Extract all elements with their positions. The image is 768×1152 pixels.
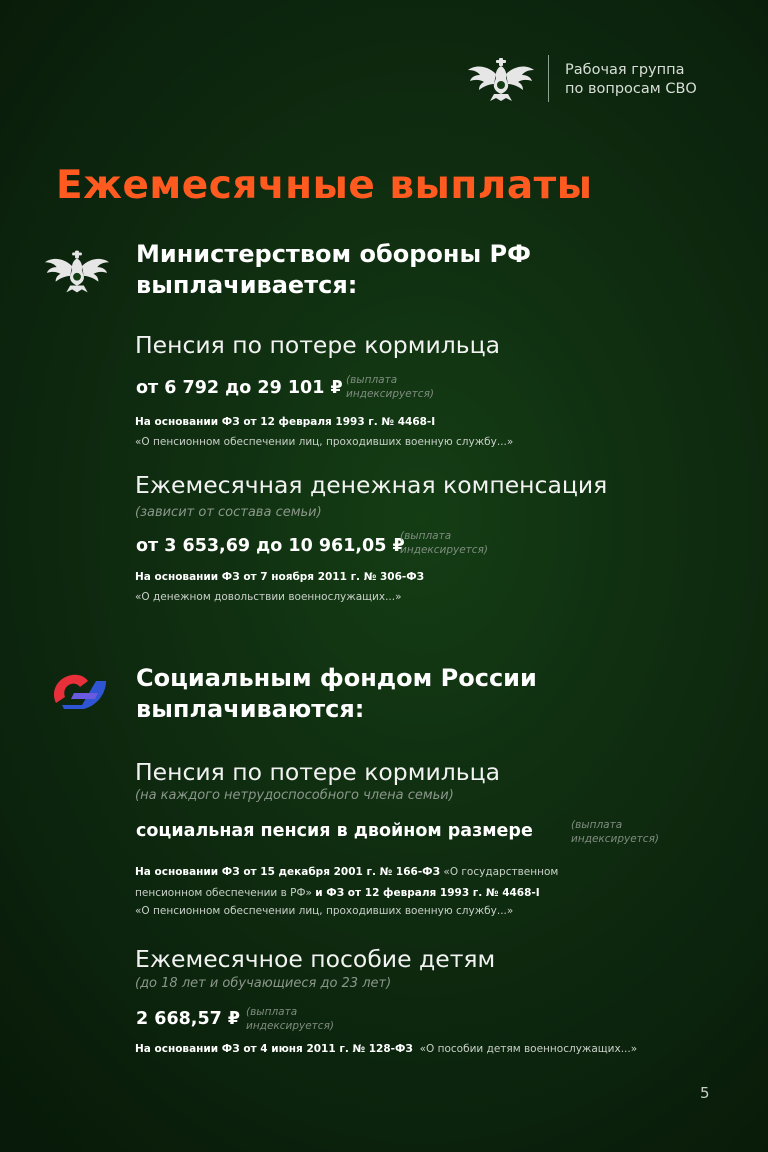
indexation-note-line2: индексируется) bbox=[346, 388, 434, 400]
payment-amount: от 6 792 до 29 101 ₽ bbox=[136, 378, 343, 398]
header-title-line2: по вопросам СВО bbox=[565, 81, 697, 97]
legal-basis bbox=[135, 862, 558, 918]
page-title: Ежемесячные выплаты bbox=[56, 163, 593, 208]
indexation-note-line1: (выплата bbox=[400, 530, 452, 542]
indexation-note bbox=[346, 373, 434, 401]
law-title: «О пособии детям военнослужащих...» bbox=[419, 1043, 638, 1055]
legal-basis bbox=[135, 412, 513, 452]
item-title: Пенсия по потере кормильца bbox=[135, 758, 500, 786]
law-title: «О государственном bbox=[443, 866, 559, 878]
indexation-note-line1: (выплата bbox=[346, 374, 398, 386]
section-heading-mod bbox=[136, 239, 531, 301]
indexation-note bbox=[400, 529, 488, 557]
law-reference: На основании ФЗ от 12 февраля 1993 г. № 4468-I bbox=[135, 416, 436, 428]
law-reference: и ФЗ от 12 февраля 1993 г. № 4468-I bbox=[315, 887, 540, 899]
item-title: Ежемесячная денежная компенсация bbox=[135, 471, 608, 499]
header-title-line1: Рабочая группа bbox=[565, 62, 685, 78]
page-number: 5 bbox=[700, 1084, 710, 1102]
legal-basis bbox=[135, 1039, 637, 1059]
indexation-note-line2: индексируется) bbox=[571, 833, 659, 845]
indexation-note bbox=[246, 1005, 334, 1033]
social-fund-logo-icon bbox=[52, 667, 110, 715]
indexation-note-line2: индексируется) bbox=[400, 544, 488, 556]
law-title: «О денежном довольствии военнослужащих...» bbox=[135, 591, 402, 603]
eagle-emblem-icon bbox=[466, 54, 536, 102]
header-divider bbox=[548, 55, 549, 102]
law-reference: На основании ФЗ от 7 ноября 2011 г. № 306-ФЗ bbox=[135, 571, 425, 583]
item-title: Пенсия по потере кормильца bbox=[135, 331, 500, 359]
law-title-cont: пенсионном обеспечении в РФ» bbox=[135, 887, 312, 899]
law-title: «О пенсионном обеспечении лиц, проходивших военную службу...» bbox=[135, 905, 514, 917]
item-title: Ежемесячное пособие детям bbox=[135, 945, 496, 973]
law-reference: На основании ФЗ от 15 декабря 2001 г. № 166-ФЗ bbox=[135, 866, 441, 878]
section-heading-sfr bbox=[136, 663, 537, 725]
law-title: «О пенсионном обеспечении лиц, проходивших военную службу...» bbox=[135, 436, 514, 448]
item-subtitle: (на каждого нетрудоспособного члена семьи) bbox=[135, 788, 454, 803]
payment-amount: социальная пенсия в двойном размере bbox=[136, 821, 533, 841]
indexation-note bbox=[571, 818, 659, 846]
section-heading-line1: Министерством обороны РФ bbox=[136, 240, 531, 268]
section-heading-line1: Социальным фондом России bbox=[136, 664, 537, 692]
payment-amount: от 3 653,69 до 10 961,05 ₽ bbox=[136, 536, 405, 556]
header-title bbox=[565, 61, 697, 99]
payment-amount: 2 668,57 ₽ bbox=[136, 1009, 241, 1029]
section-heading-line2: выплачивается: bbox=[136, 271, 358, 299]
eagle-emblem-icon bbox=[43, 246, 111, 294]
law-reference: На основании ФЗ от 4 июня 2011 г. № 128-ФЗ bbox=[135, 1043, 413, 1055]
section-heading-line2: выплачиваются: bbox=[136, 695, 365, 723]
item-subtitle: (до 18 лет и обучающиеся до 23 лет) bbox=[135, 976, 392, 991]
indexation-note-line1: (выплата bbox=[571, 819, 623, 831]
indexation-note-line1: (выплата bbox=[246, 1006, 298, 1018]
legal-basis bbox=[135, 567, 424, 607]
item-subtitle: (зависит от состава семьи) bbox=[135, 505, 322, 520]
indexation-note-line2: индексируется) bbox=[246, 1020, 334, 1032]
